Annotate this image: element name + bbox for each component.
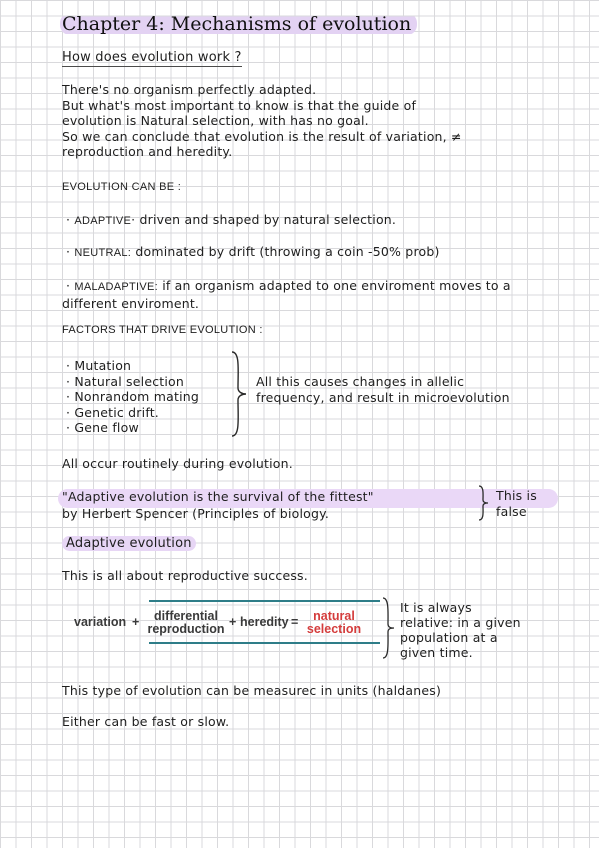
definition-maladaptive-cont: different enviroment. bbox=[62, 295, 200, 311]
intro-line: But what's most important to know is that the guide of bbox=[62, 97, 417, 113]
page-title: Chapter 4: Mechanisms of evolution bbox=[60, 13, 417, 35]
adaptive-heading: Adaptive evolution bbox=[62, 536, 196, 551]
term-neutral: NEUTRAL: bbox=[74, 247, 132, 259]
list-item: · Nonrandom mating bbox=[66, 389, 200, 405]
brace-icon bbox=[476, 484, 490, 522]
definition-neutral: dominated by drift (throwing a coin -50% prob) bbox=[135, 244, 440, 259]
definition-adaptive: driven and shaped by natural selection. bbox=[139, 212, 397, 227]
list-item-maladaptive bbox=[62, 278, 511, 311]
intro-line: There's no organism perfectly adapted. bbox=[62, 82, 317, 97]
adaptive-line: This is all about reproductive success. bbox=[62, 568, 308, 583]
routinely-line: All occur routinely during evolution. bbox=[62, 456, 293, 471]
quote-attribution: by Herbert Spencer (Principles of biology. bbox=[62, 506, 330, 521]
factors-list bbox=[66, 358, 199, 436]
formula-heredity: heredity bbox=[240, 615, 289, 629]
quote-block bbox=[62, 488, 374, 522]
evolution-can-be-heading: EVOLUTION CAN BE : bbox=[62, 181, 182, 193]
question-heading: How does evolution work ? bbox=[62, 50, 242, 65]
always-relative-note: It is always relative: in a given population at a given time. bbox=[400, 600, 521, 660]
factors-heading: FACTORS THAT DRIVE EVOLUTION : bbox=[62, 324, 263, 336]
intro-line: So we can conclude that evolution is the result of variation, ≠ bbox=[62, 128, 462, 144]
formula bbox=[68, 598, 368, 646]
measured-line: This type of evolution can be measurec in units (haldanes) bbox=[62, 683, 442, 698]
quote-line: "Adaptive evolution is the survival of the fittest" bbox=[62, 489, 374, 504]
formula-plus: + bbox=[132, 615, 140, 629]
fast-slow-line: Either can be fast or slow. bbox=[62, 714, 230, 729]
quote-verdict: This is false bbox=[496, 488, 537, 519]
list-item: · Gene flow bbox=[66, 420, 139, 436]
list-item: · Mutation bbox=[66, 358, 132, 373]
formula-top-rule bbox=[149, 600, 380, 602]
brace-icon bbox=[380, 596, 396, 660]
bullet: · bbox=[66, 244, 75, 259]
list-item: · Genetic drift. bbox=[66, 404, 159, 420]
intro-line: reproduction and heredity. bbox=[62, 144, 233, 160]
definition-maladaptive: if an organism adapted to one enviroment moves to a bbox=[162, 278, 511, 293]
list-item: · Natural selection bbox=[66, 373, 185, 389]
term-adaptive: ADAPTIVE bbox=[74, 215, 132, 227]
formula-plus: + bbox=[229, 615, 237, 629]
intro-paragraph bbox=[62, 82, 462, 160]
formula-bottom-rule bbox=[149, 642, 380, 644]
bullet: · bbox=[66, 212, 75, 227]
formula-differential-reproduction: differential reproduction bbox=[147, 609, 225, 637]
bullet: · bbox=[66, 278, 75, 293]
formula-natural-selection: natural selection bbox=[306, 609, 362, 637]
list-item-adaptive: · ADAPTIVE· driven and shaped by natural selection. bbox=[66, 212, 397, 227]
formula-equals: = bbox=[291, 615, 299, 629]
brace-icon bbox=[228, 350, 248, 438]
formula-variation: variation bbox=[74, 615, 127, 629]
factors-note: All this causes changes in allelic frequency, and result in microevolution bbox=[256, 374, 510, 405]
term-maladaptive: MALADAPTIVE: bbox=[74, 281, 159, 293]
list-item-neutral bbox=[66, 244, 440, 259]
intro-line: evolution is Natural selection, with has no goal. bbox=[62, 113, 369, 129]
